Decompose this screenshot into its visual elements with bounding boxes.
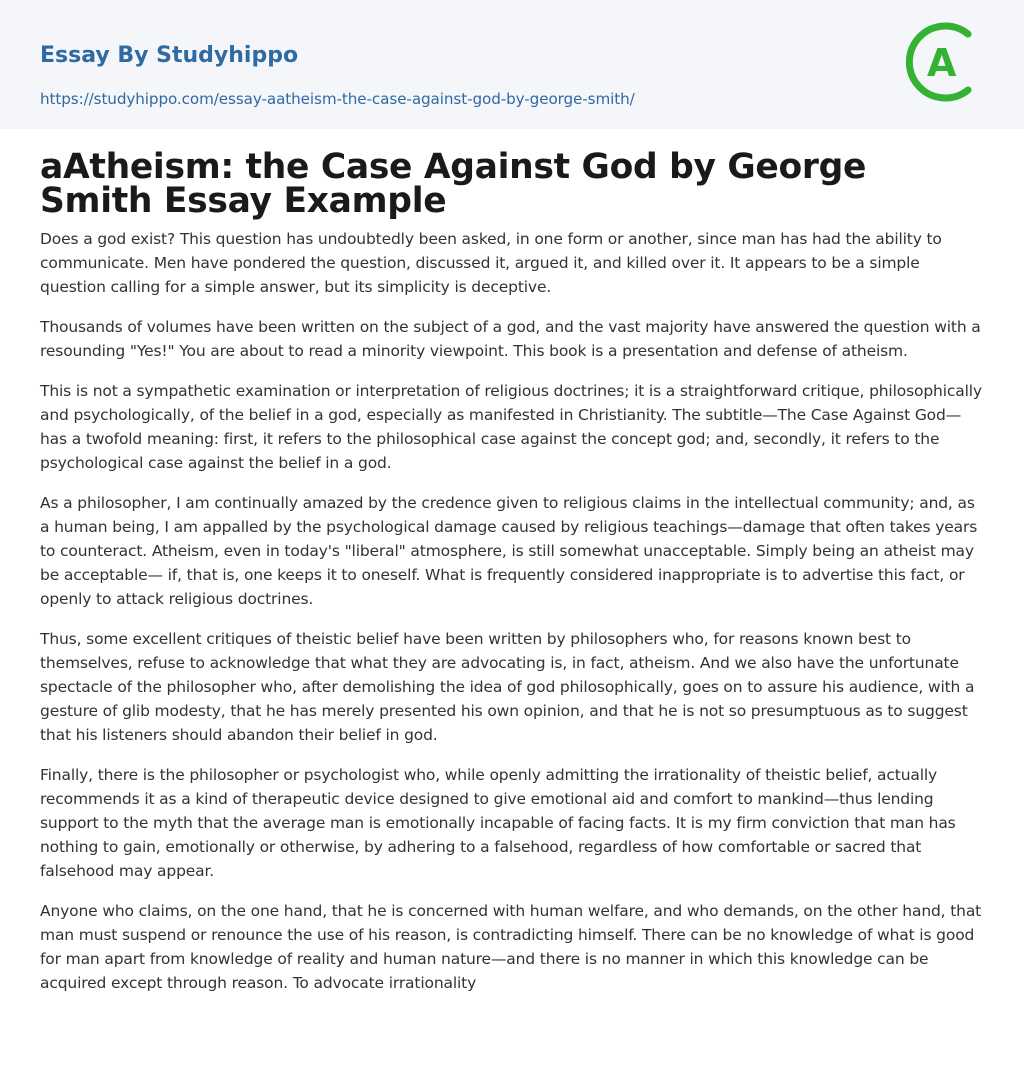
article: [0, 147, 1024, 995]
article-paragraph: As a philosopher, I am continually amazed by the credence given to religious claims in the intellectual community; and, as a human being, I am appalled by the psychological damage caused by religious teachings—damage that often takes years to counteract. Atheism, even in today's "liberal" atmosphere, is still somewhat unacceptable. Simply being an atheist may be acceptable— if, that is, one keeps it to oneself. What is frequently considered inappropriate is to advertise this fact, or openly to attack religious doctrines.: [40, 494, 978, 608]
article-paragraph: Thus, some excellent critiques of theistic belief have been written by philosophers who, for reasons known best to themselves, refuse to acknowledge that what they are advocating is, in fact, atheism. And we also have the unfortunate spectacle of the philosopher who, after demolishing the idea of god philosophically, goes on to assure his audience, with a gesture of glib modesty, that he has merely presented his own opinion, and that he is not so presumptuous as to suggest that his listeners should abandon their belief in god.: [40, 630, 975, 744]
essay-url-link[interactable]: https://studyhippo.com/essay-aatheism-the-case-against-god-by-george-smith/: [40, 90, 635, 108]
article-paragraph: Thousands of volumes have been written on the subject of a god, and the vast majority have answered the question with a resounding "Yes!" You are about to read a minority viewpoint. This book is a presentation and defense of atheism.: [40, 318, 981, 360]
studyhippo-logo-icon[interactable]: [900, 20, 984, 104]
site-header: [0, 0, 1024, 129]
article-title: aAtheism: the Case Against God by George Smith Essay Example: [40, 147, 867, 221]
article-paragraph: Does a god exist? This question has undoubtedly been asked, in one form or another, since man has had the ability to communicate. Men have pondered the question, discussed it, argued it, and killed over it. It appears to be a simple question calling for a simple answer, but its simplicity is deceptive.: [40, 230, 942, 296]
logo-letter: A: [927, 41, 957, 85]
article-paragraph: This is not a sympathetic examination or interpretation of religious doctrines; it is a straightforward critique, philosophically and psychologically, of the belief in a god, especially as manifested in Christianity. The subtitle—The Case Against God—has a twofold meaning: first, it refers to the philosophical case against the concept god; and, secondly, it refers to the psychological case against the belief in a god.: [40, 382, 982, 472]
article-paragraph: Finally, there is the philosopher or psychologist who, while openly admitting the irrationality of theistic belief, actually recommends it as a kind of therapeutic device designed to give emotional aid and comfort to mankind—thus lending support to the myth that the average man is emotionally incapable of facing facts. It is my firm conviction that man has nothing to gain, emotionally or otherwise, by adhering to a falsehood, regardless of how comfortable or sacred that falsehood may appear.: [40, 766, 956, 880]
article-paragraph: Anyone who claims, on the one hand, that he is concerned with human welfare, and who demands, on the other hand, that man must suspend or renounce the use of his reason, is contradicting himself. There can be no knowledge of what is good for man apart from knowledge of reality and human nature—and there is no manner in which this knowledge can be acquired except through reason. To advocate irrationality: [40, 902, 982, 992]
article-body: [40, 227, 984, 995]
site-brand[interactable]: Essay By Studyhippo: [40, 43, 299, 68]
